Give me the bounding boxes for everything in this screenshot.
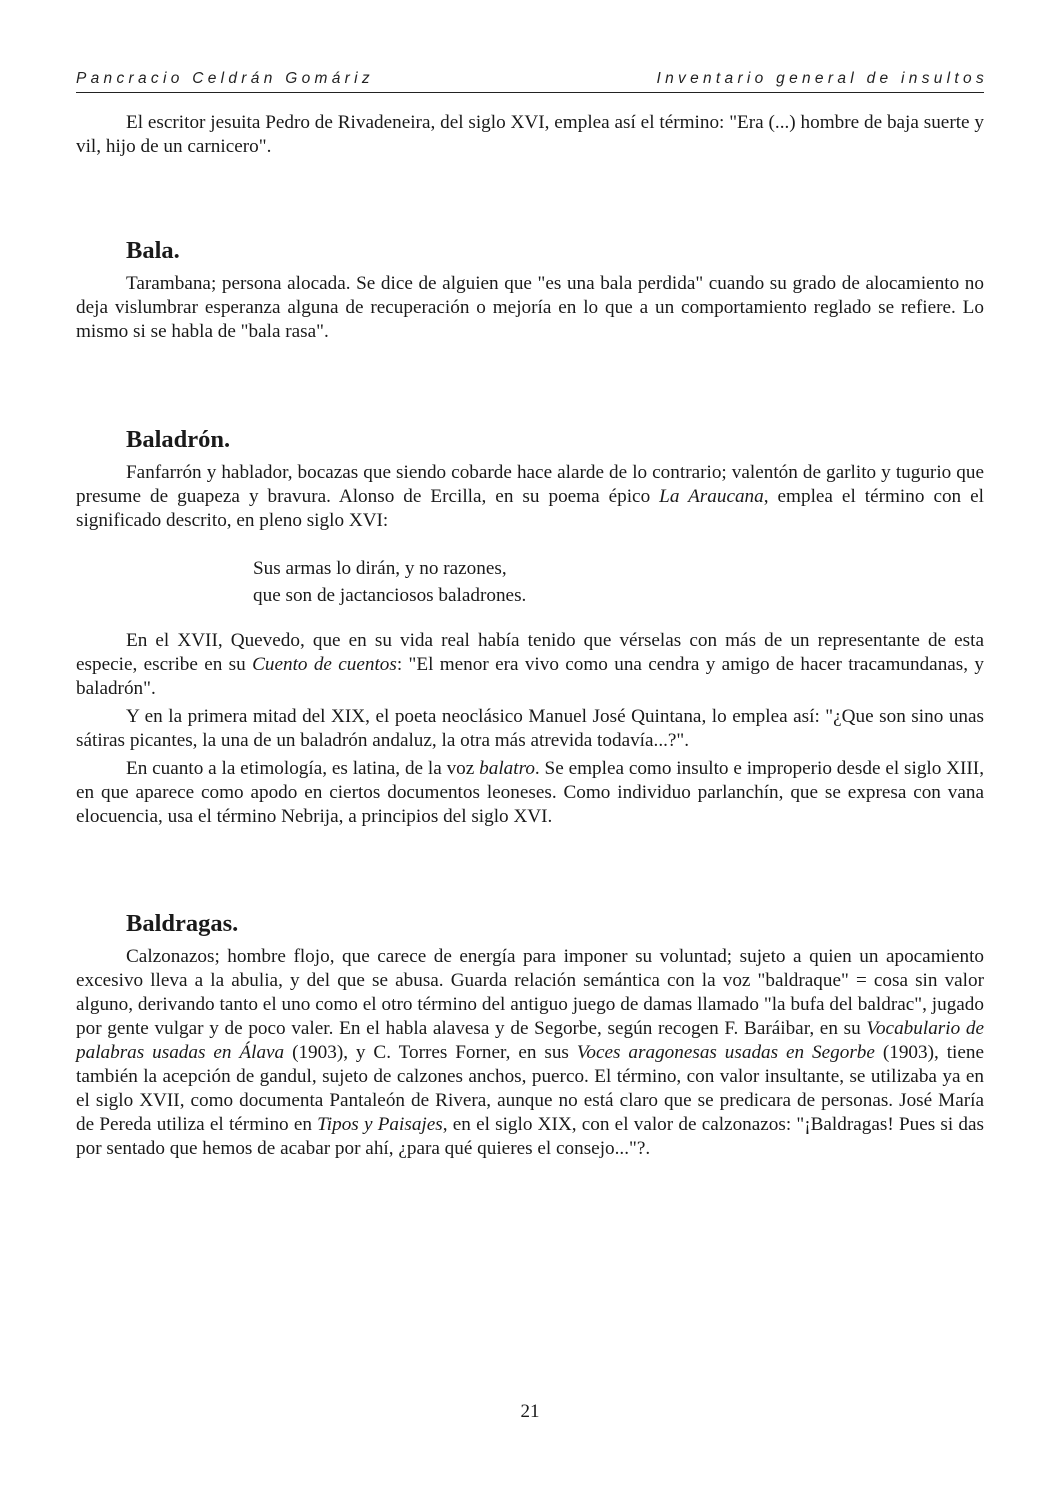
entry-headword: Baldragas. bbox=[126, 910, 239, 937]
entry-baldragas bbox=[76, 909, 984, 1161]
header-author: Pancracio Celdrán Gomáriz bbox=[76, 70, 374, 87]
work-title: Cuento de cuentos bbox=[252, 654, 397, 675]
page-number: 21 bbox=[520, 1401, 540, 1422]
work-title: Tipos y Paisajes bbox=[317, 1114, 443, 1135]
verse-quote bbox=[253, 555, 984, 609]
entry-paragraph: Calzonazos; hombre flojo, que carece de energía para imponer su voluntad; sujeto a quien un apocamiento excesivo lleva a la abulia, y del que se abusa. Guarda relación semántica con la voz "baldraque" = cosa sin valor alguno, derivando tanto el uno como el otro término del antiguo juego de damas llamado "la bufa del baldrac", jugado por gente vulgar y de poco valer. En el habla alavesa y de Segorbe, según recogen F. Baráibar, en su Vocabulario de palabras usadas en Álava (1903), y C. Torres Forner, en sus Voces aragonesas usadas en Segorbe (1903), tiene también la acepción de gandul, sujeto de calzones anchos, puerco. El término, con valor insultante, se utilizaba ya en el siglo XVII, como documenta Pantaleón de Rivera, aunque no está claro que se predicara de personas. José María de Pereda utiliza el término en Tipos y Paisajes, en el siglo XIX, con el valor de calzonazos: "¡Baldragas! Pues si das por sentado que hemos de acabar por ahí, ¿para qué quieres el consejo..."?. bbox=[76, 946, 984, 1159]
latin-word: balatro bbox=[479, 758, 535, 779]
entry-paragraph: En el XVII, Quevedo, que en su vida real había tenido que vérselas con más de un representante de esta especie, escribe en su Cuento de cuentos: "El menor era vivo como una cendra y amigo de hacer tracamundanas, y baladrón". bbox=[76, 630, 984, 699]
entry-baladron bbox=[76, 425, 984, 829]
header-book-title: Inventario general de insultos bbox=[656, 70, 988, 87]
entry-paragraph: Fanfarrón y hablador, bocazas que siendo cobarde hace alarde de lo contrario; valentón de garlito y tugurio que presume de guapeza y bravura. Alonso de Ercilla, en su poema épico La Araucana, emplea el término con el significado descrito, en pleno siglo XVI: bbox=[76, 462, 984, 531]
verse-line: Sus armas lo dirán, y no razones, bbox=[253, 558, 507, 579]
work-title: Vocabulario de palabras usadas en Álava bbox=[76, 1018, 984, 1063]
entry-paragraph: En cuanto a la etimología, es latina, de la voz balatro. Se emplea como insulto e improperio desde el siglo XIII, en que aparece como apodo en ciertos documentos leoneses. Como individuo parlanchín, que se expresa con vana elocuencia, usa el término Nebrija, a principios del siglo XVI. bbox=[76, 758, 984, 827]
entry-bala bbox=[76, 236, 984, 344]
entry-headword: Baladrón. bbox=[126, 426, 231, 453]
work-title: Voces aragonesas usadas en Segorbe bbox=[576, 1042, 875, 1063]
page-content bbox=[76, 111, 984, 1165]
work-title: La Araucana bbox=[659, 486, 764, 507]
intro-paragraph: El escritor jesuita Pedro de Rivadeneira, del siglo XVI, emplea así el término: "Era (...) hombre de baja suerte y vil, hijo de un carnicero". bbox=[76, 112, 984, 157]
verse-line: que son de jactanciosos baladrones. bbox=[253, 585, 527, 606]
entry-paragraph: Tarambana; persona alocada. Se dice de alguien que "es una bala perdida" cuando su grado de alocamiento no deja vislumbrar esperanza alguna de recuperación o mejoría en lo que a un comportamiento reglado se refiere. Lo mismo si se habla de "bala rasa". bbox=[76, 273, 984, 342]
document-page bbox=[76, 0, 988, 1500]
entry-paragraph: Y en la primera mitad del XIX, el poeta neoclásico Manuel José Quintana, lo emplea así: "¿Que son sino unas sátiras picantes, la una de un baladrón andaluz, la otra más atrevida todavía...?". bbox=[76, 706, 984, 751]
running-header bbox=[76, 68, 988, 93]
entry-headword: Bala. bbox=[126, 237, 180, 264]
